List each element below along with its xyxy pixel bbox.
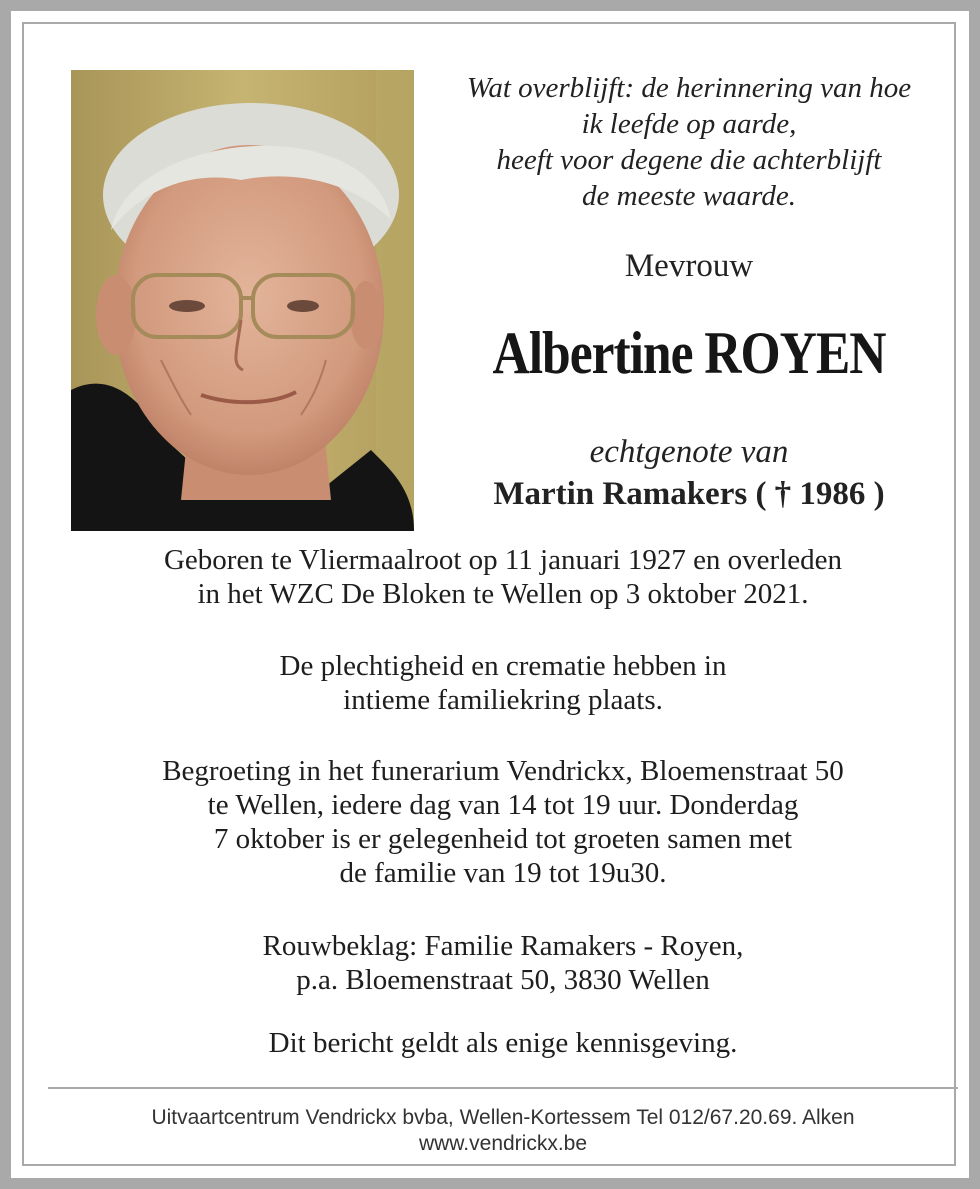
paragraph-line: 7 oktober is er gelegenheid tot groeten samen met bbox=[213, 823, 793, 855]
paragraph-line: Geboren te Vliermaalroot op 11 januari 1927 en overleden bbox=[163, 544, 843, 576]
poem-line: Wat overblijft: de herinnering van hoe bbox=[466, 72, 912, 104]
poem bbox=[419, 70, 959, 214]
paragraph-line: p.a. Bloemenstraat 50, 3830 Wellen bbox=[296, 964, 710, 996]
notice-paragraph bbox=[48, 1026, 958, 1060]
footer-website-link[interactable]: www.vendrickx.be bbox=[418, 1132, 588, 1155]
visitation-paragraph bbox=[48, 754, 958, 890]
paragraph-line: De plechtigheid en crematie hebben in bbox=[279, 650, 727, 682]
paragraph-line: te Wellen, iedere dag van 14 tot 19 uur. Donderdag bbox=[207, 789, 799, 821]
footer bbox=[48, 1105, 958, 1157]
paragraph-line: de familie van 19 tot 19u30. bbox=[339, 857, 667, 889]
poem-line: heeft voor degene die achterblijft bbox=[496, 144, 882, 176]
ceremony-paragraph bbox=[48, 649, 958, 717]
obituary-card bbox=[11, 11, 969, 1178]
portrait-photo bbox=[71, 70, 414, 531]
paragraph-line: Begroeting in het funerarium Vendrickx, Bloemenstraat 50 bbox=[162, 755, 844, 787]
divider bbox=[48, 1087, 958, 1089]
paragraph-line: Dit bericht geldt als enige kennisgeving. bbox=[268, 1027, 738, 1059]
card-border bbox=[22, 22, 956, 1166]
birth-death-paragraph bbox=[48, 543, 958, 611]
deceased-name: Albertine ROYEN bbox=[492, 320, 886, 386]
salutation: Mevrouw bbox=[624, 248, 754, 284]
poem-line: ik leefde op aarde, bbox=[581, 108, 797, 140]
paragraph-line: intieme familiekring plaats. bbox=[343, 684, 663, 716]
spouse-relation: echtgenote van bbox=[589, 434, 789, 470]
paragraph-line: in het WZC De Bloken te Wellen op 3 oktober 2021. bbox=[197, 578, 809, 610]
poem-line: de meeste waarde. bbox=[582, 180, 796, 212]
spouse-name: Martin Ramakers ( † 1986 ) bbox=[493, 476, 885, 512]
paragraph-line: Rouwbeklag: Familie Ramakers - Royen, bbox=[262, 930, 744, 962]
condolence-paragraph bbox=[48, 929, 958, 997]
footer-company: Uitvaartcentrum Vendrickx bvba, Wellen-Kortessem Tel 012/67.20.69. Alken bbox=[151, 1106, 855, 1129]
